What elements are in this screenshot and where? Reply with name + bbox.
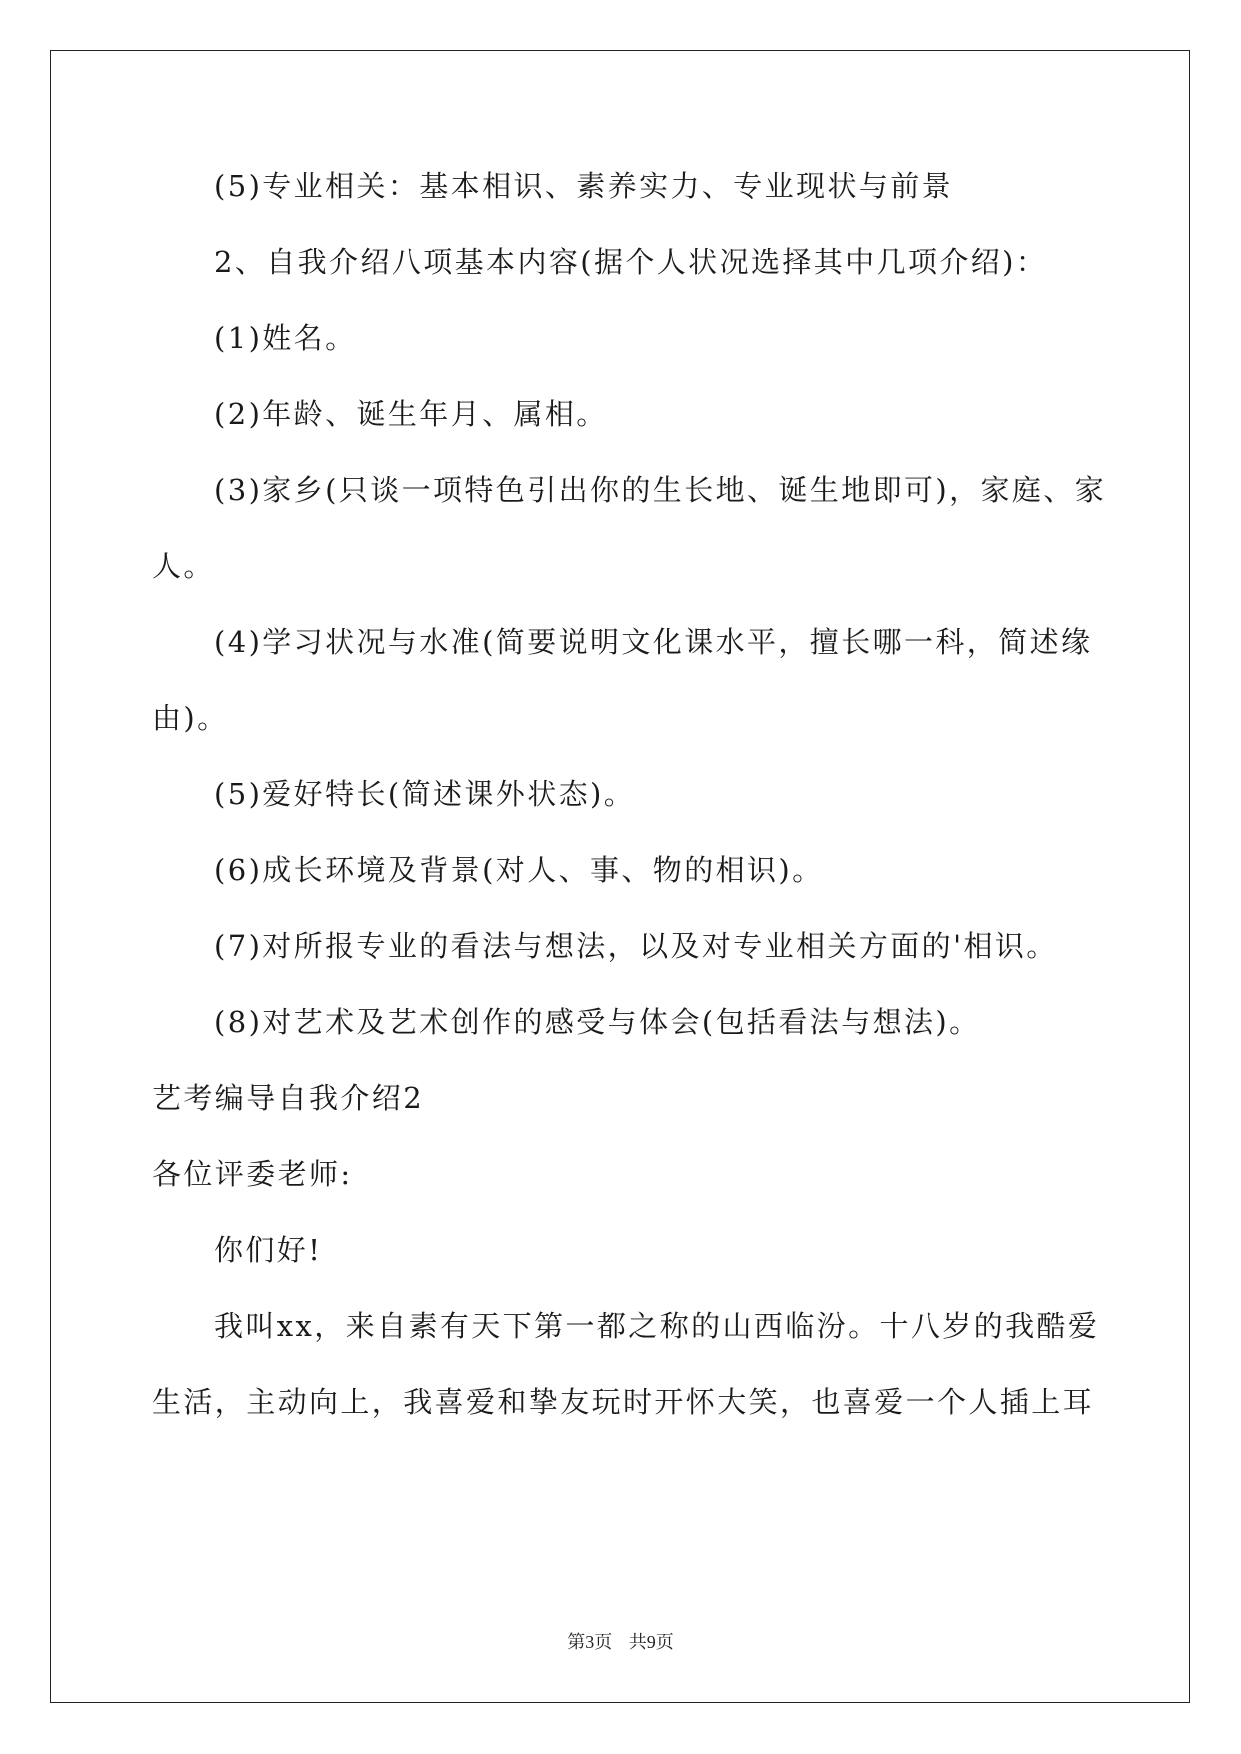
paragraph: 2、自我介绍八项基本内容(据个人状况选择其中几项介绍)： xyxy=(214,245,1048,279)
paragraph: (3)家乡(只谈一项特色引出你的生长地、诞生地即可)，家庭、家 xyxy=(214,473,1107,507)
paragraph: (4)学习状况与水准(简要说明文化课水平，擅长哪一科，简述缘 xyxy=(214,625,1093,659)
page-total: 共9页 xyxy=(628,1632,674,1652)
paragraph: (1)姓名。 xyxy=(214,321,357,355)
paragraph: 由)。 xyxy=(152,701,229,735)
paragraph: (6)成长环境及背景(对人、事、物的相识)。 xyxy=(214,853,824,887)
paragraph: (2)年龄、诞生年月、属相。 xyxy=(214,397,608,431)
paragraph: 人。 xyxy=(152,549,215,583)
paragraph: (5)专业相关：基本相识、素养实力、专业现状与前景 xyxy=(214,169,954,203)
section-title: 艺考编导自我介绍2 xyxy=(152,1081,425,1115)
salutation: 各位评委老师: xyxy=(152,1157,353,1191)
paragraph: 我叫xx，来自素有天下第一都之称的山西临汾。十八岁的我酷爱 xyxy=(214,1309,1100,1343)
paragraph: (7)对所报专业的看法与想法，以及对专业相关方面的'相识。 xyxy=(214,929,1058,963)
page-footer xyxy=(0,1628,1241,1654)
paragraph: 生活，主动向上，我喜爱和挚友玩时开怀大笑，也喜爱一个人插上耳 xyxy=(152,1385,1095,1419)
greeting: 你们好! xyxy=(214,1233,323,1267)
paragraph: (8)对艺术及艺术创作的感受与体会(包括看法与想法)。 xyxy=(214,1005,981,1039)
paragraph: (5)爱好特长(简述课外状态)。 xyxy=(214,777,636,811)
page-number: 第3页 xyxy=(567,1632,613,1652)
